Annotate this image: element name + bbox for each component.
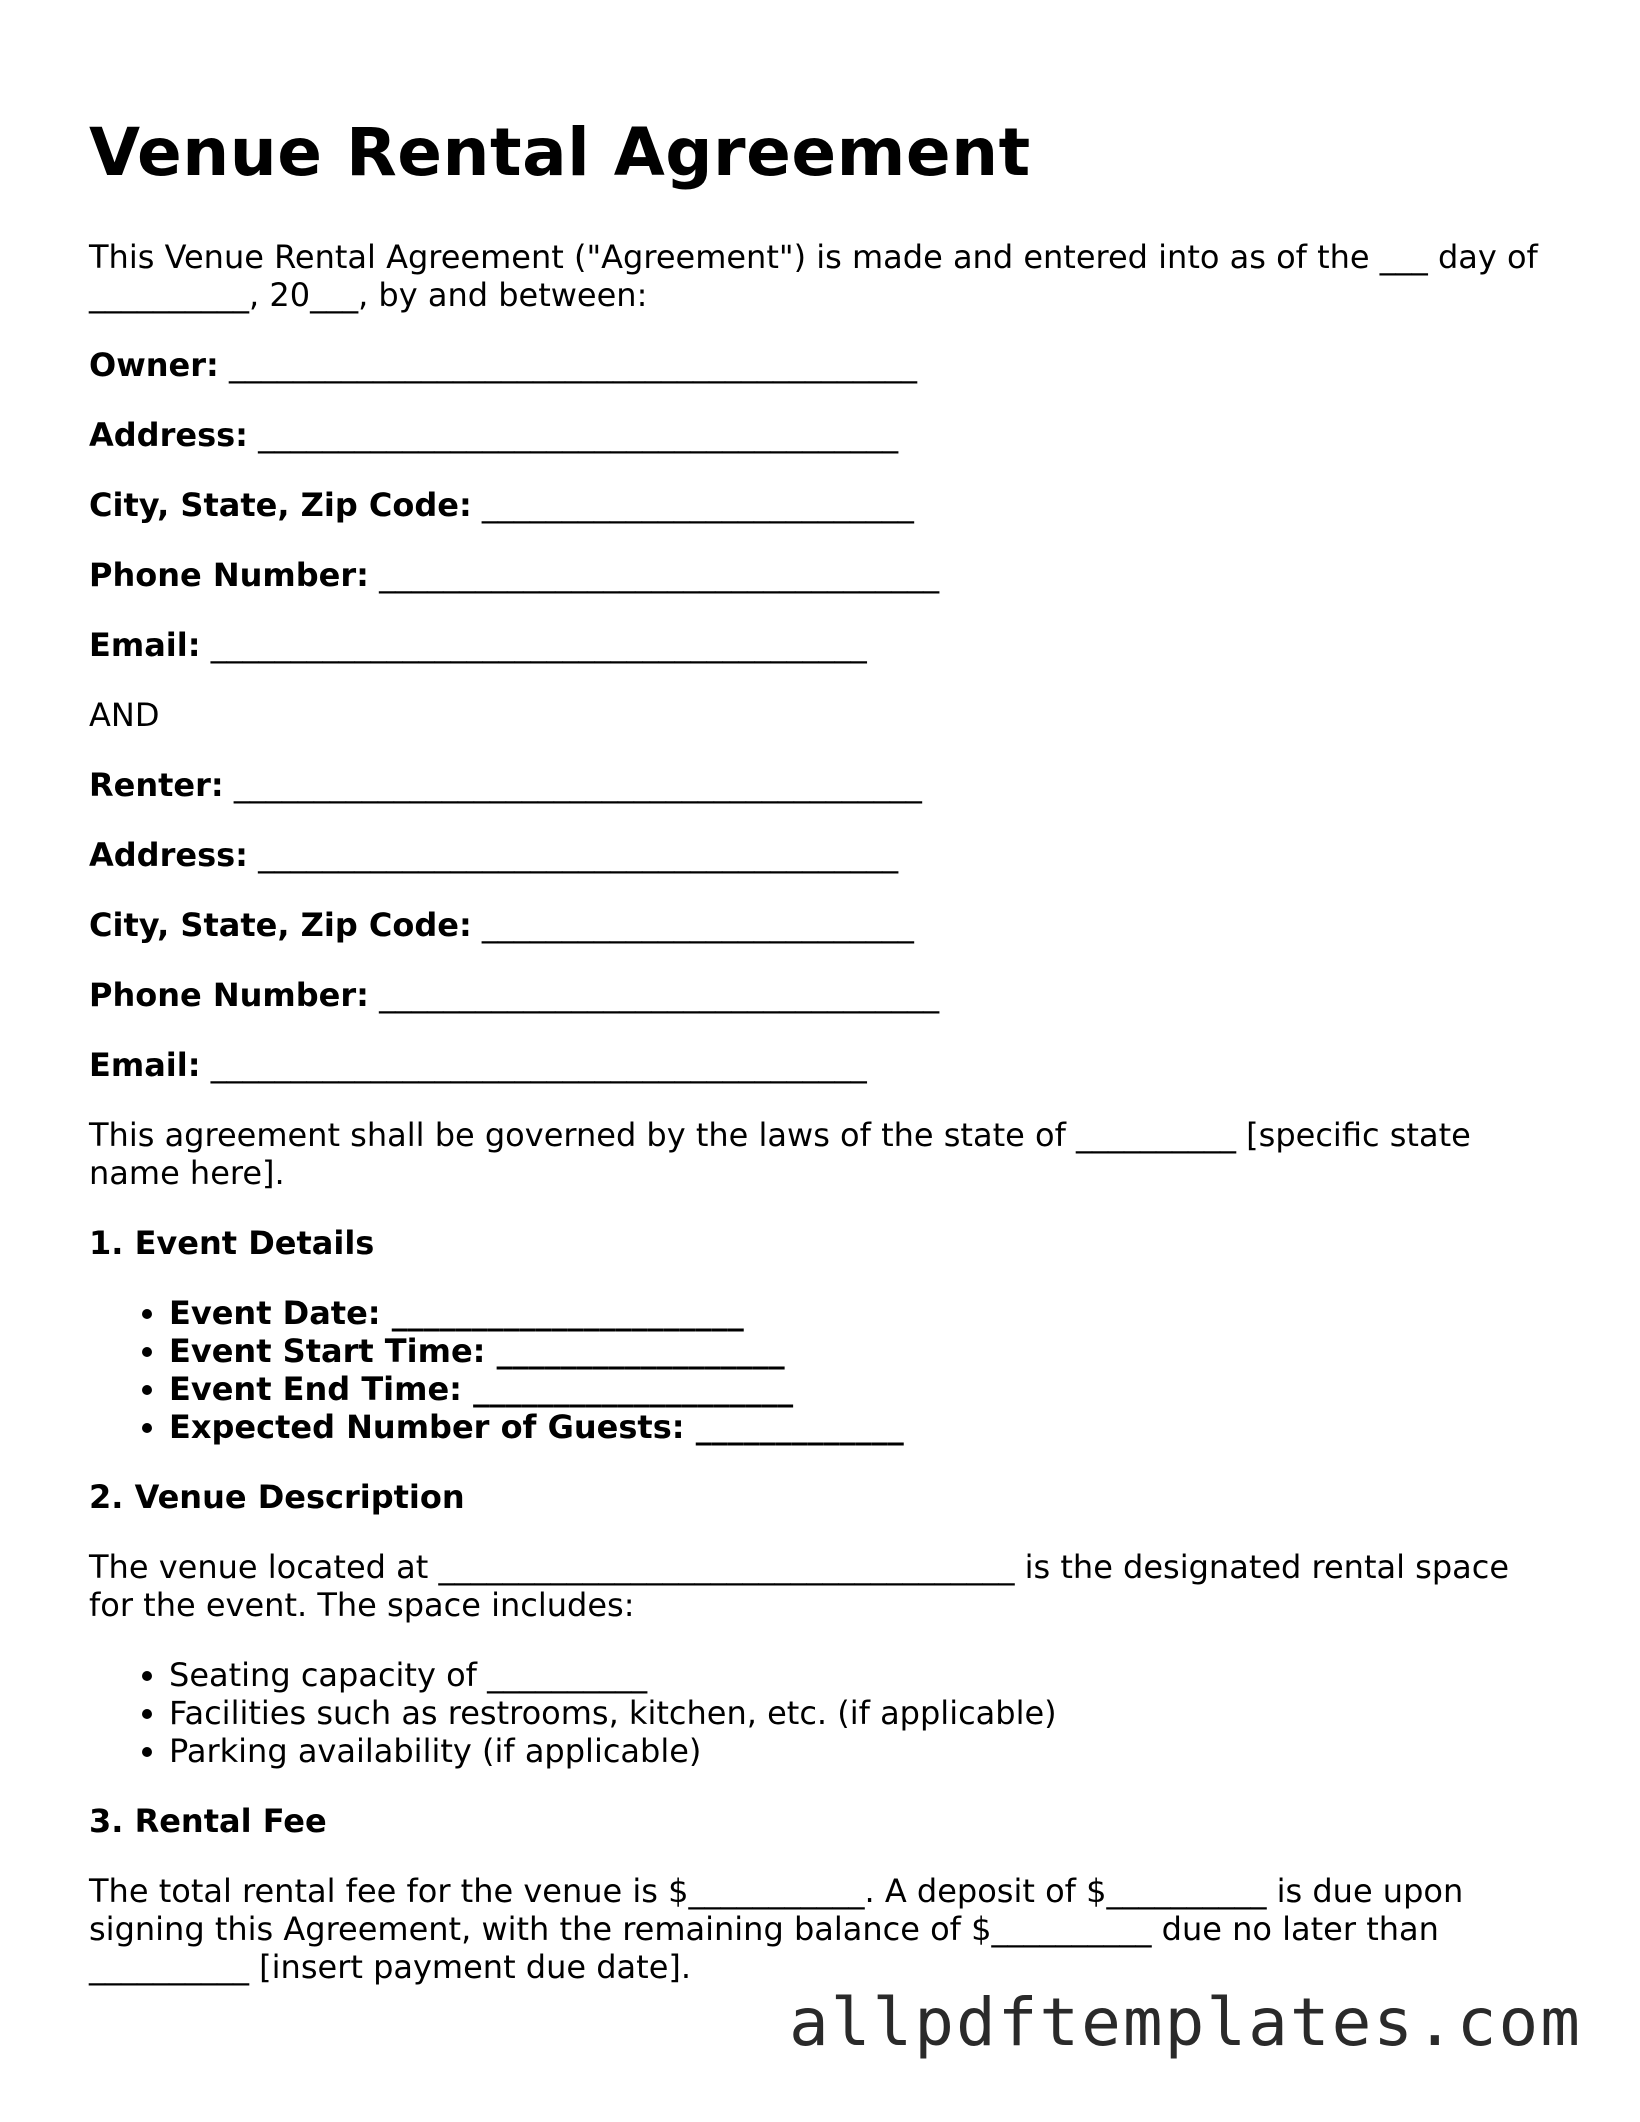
and-separator: AND (89, 696, 160, 734)
field-label: Address: (89, 836, 248, 874)
owner-name-field (89, 346, 1559, 384)
owner-name-blank[interactable]: ___________________________________________ (229, 346, 917, 384)
list-item: • Seating capacity of __________ (169, 1656, 1559, 1694)
field-label: City, State, Zip Code: (89, 486, 472, 524)
owner-phone-field (89, 556, 1559, 594)
owner-address-field (89, 416, 1559, 454)
list-item: • Parking availability (if applicable) (169, 1732, 1559, 1770)
list-item: • Event Start Time: __________________ (169, 1332, 1559, 1370)
list-item: • Expected Number of Guests: _____________ (169, 1408, 1559, 1446)
list-item: • Event Date: ______________________ (169, 1294, 1559, 1332)
field-label: Renter: (89, 766, 224, 804)
owner-city-field (89, 486, 1559, 524)
field-label: Address: (89, 416, 248, 454)
renter-address-blank[interactable]: ________________________________________ (258, 836, 899, 874)
renter-email-blank[interactable]: _________________________________________ (210, 1046, 867, 1084)
field-label: Email: (89, 626, 201, 664)
renter-name-blank[interactable]: ___________________________________________ (233, 766, 922, 804)
governing-law-paragraph: This agreement shall be governed by the laws of the state of __________ [specific state name here]. (89, 1116, 1471, 1192)
field-label: City, State, Zip Code: (89, 906, 472, 944)
document-title: Venue Rental Agreement (89, 114, 1031, 191)
owner-email-blank[interactable]: _________________________________________ (210, 626, 867, 664)
field-label: Email: (89, 1046, 201, 1084)
section-heading-rental-fee: 3. Rental Fee (89, 1802, 327, 1840)
rental-fee-paragraph: The total rental fee for the venue is $___________. A deposit of $__________ is due upon signing this Agreement, with the remaining balance of $__________ due no later than __________ [insert payment due date]. (89, 1872, 1464, 1986)
renter-phone-field (89, 976, 1559, 1014)
venue-description-paragraph: The venue located at ____________________________________ is the designated rental space for the event. The space includes: (89, 1548, 1510, 1624)
section-heading-event-details: 1. Event Details (89, 1224, 375, 1262)
field-label: Phone Number: (89, 976, 369, 1014)
owner-phone-blank[interactable]: ___________________________________ (379, 556, 940, 594)
list-item: • Event End Time: ____________________ (169, 1370, 1559, 1408)
renter-city-blank[interactable]: ___________________________ (481, 906, 914, 944)
renter-city-field (89, 906, 1559, 944)
event-details-list (89, 1294, 1559, 1446)
intro-paragraph: This Venue Rental Agreement ("Agreement") is made and entered into as of the ___ day of __________, 20___, by and between: (89, 238, 1538, 314)
owner-email-field (89, 626, 1559, 664)
field-label: Phone Number: (89, 556, 369, 594)
renter-email-field (89, 1046, 1559, 1084)
renter-name-field (89, 766, 1559, 804)
owner-city-blank[interactable]: ___________________________ (481, 486, 914, 524)
field-label: Owner: (89, 346, 219, 384)
list-item: • Facilities such as restrooms, kitchen, etc. (if applicable) (169, 1694, 1559, 1732)
venue-features-list (89, 1656, 1559, 1770)
document-page (89, 108, 1559, 2018)
renter-address-field (89, 836, 1559, 874)
owner-address-blank[interactable]: ________________________________________ (258, 416, 899, 454)
renter-phone-blank[interactable]: ___________________________________ (379, 976, 940, 1014)
section-heading-venue-description: 2. Venue Description (89, 1478, 465, 1516)
watermark: allpdftemplates.com (789, 1984, 1582, 2061)
